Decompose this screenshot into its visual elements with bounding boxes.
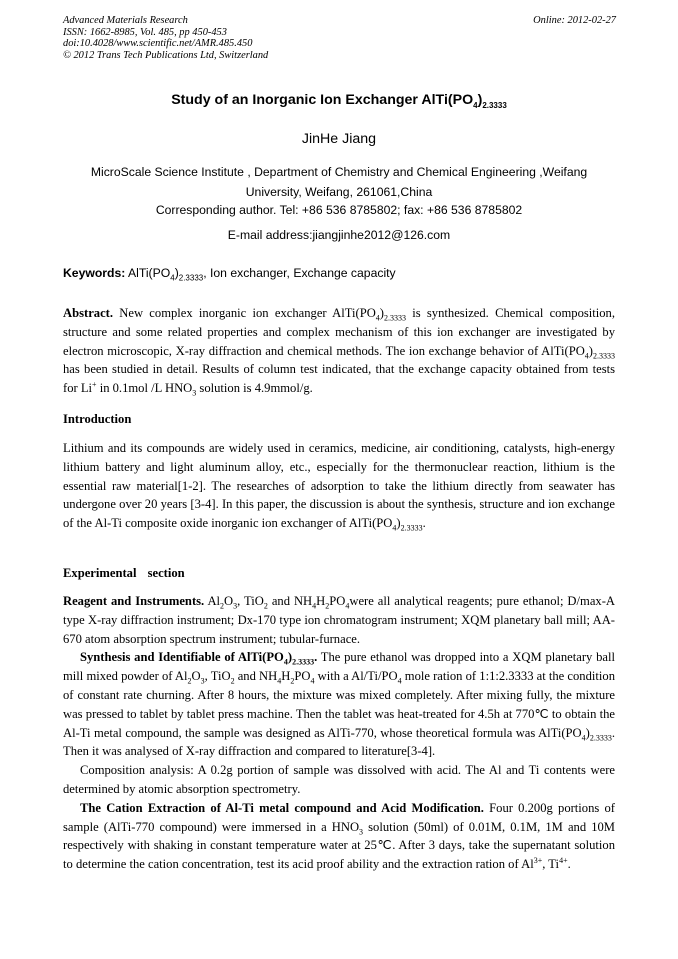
paper-title: Study of an Inorganic Ion Exchanger $AlTi(PO_4)_{2.3333}$ <box>171 92 507 110</box>
reagents-paragraph: Reagent and Instruments. $Al_2O_3$, TiO$_2$ and $NH_4H_2PO_4were$ all analytical reagents; pure ethanol; D/max-A type X-ray diffraction instrument; Dx-170 type ion chromatogram instrument; XQM planetary ball mill; AA-670 atom absorption spectrum instrument; tubular-furnace. <box>63 594 615 646</box>
copyright-line: © 2012 Trans Tech Publications Ltd, Switzerland <box>63 49 269 61</box>
email-address: E-mail address:jiangjinhe2012@126.com <box>227 228 451 242</box>
keywords: Keywords: $AlTi(PO_4)_{2.3333}$, Ion exchanger, Exchange capacity <box>63 266 396 283</box>
introduction-body: Lithium and its compounds are widely used in ceramics, medicine, air conditioning, catalysts, high-energy lithium battery and light aluminum alloy, etc., especially for the thermonuclear reaction, lithium is the essential raw material[1-2]. The researches of adsorption to take the lithium directly from seawater has undergone over 20 years [3-4]. In this paper, the discussion is about the synthesis, structure and ion exchange of the Al-Ti composite oxide inorganic ion exchanger of $AlTi(PO_4)_{2.3333}$. <box>63 441 615 533</box>
affiliation: MicroScale Science Institute , Department of Chemistry and Chemical Engineering ,Weifang University, Weifang, 261061,China <box>90 165 588 199</box>
experimental-heading: Experimental section <box>63 566 185 580</box>
composition-paragraph: Composition analysis: A 0.2g portion of sample was dissolved with acid. The Al and Ti contents were determined by atomic absorption spectrometry. <box>63 763 615 796</box>
abstract: Abstract. New complex inorganic ion exchanger $AlTi(PO_4)_{2.3333}$ is synthesized. Chemical composition, structure and some related properties and complex mechanism of this ion exchanger are investigated by electron microscopic, X-ray diffraction and chemical methods. The ion exchange behavior of $AlTi(PO_4)_{2.3333}$ has been studied in detail. Results of column test indicated, that the exchange capacity obtained from tests for Li+ in 0.1mol /L $HNO_3$ solution is 4.9mmol/g. <box>63 306 615 398</box>
synthesis-paragraph: Synthesis and Identifiable of $AlTi(PO_4)_{2.3333}$. The pure ethanol was dropped into a XQM planetary ball mill mixed powder of $Al_2O_3$, TiO$_2$ and $NH_4H_2PO_4$ with a $Al/Ti/PO_4$ mole ration of 1:1:2.3333 at the condition of constant rate churning. After 8 hours, the mixture was mixed completely. After mixing fully, the mixture was pressed to tablet by tablet press machine. Then the tablet was heat-treated for 4.5h at 770℃ to obtain the Al-Ti metal compound, the sample was designed as AlTi-770, whose theoretical formula was $AlTi(PO_4)_{2.3333}$. Then it was analysed of X-ray diffraction and compared to literature[3-4]. <box>63 650 615 759</box>
corresponding-author: Corresponding author. Tel: +86 536 8785802; fax: +86 536 8785802 <box>155 203 523 217</box>
journal-header <box>63 15 268 61</box>
experimental-body <box>63 592 615 874</box>
cation-extraction-paragraph: The Cation Extraction of Al-Ti metal compound and Acid Modification. Four 0.200g portions of sample (AlTi-770 compound) were immersed in a $HNO_3$ solution (50ml) of 0.01M, 0.1M, 1M and 10M respectively with shaking in constant temperature water at 25℃. After 3 days, take the supernatant solution to determine the cation concentration, test its acid proof ability and the extraction ration of $Al^{3+}$, $Ti^{4+}$. <box>63 800 616 872</box>
issn-line: ISSN: 1662-8985, Vol. 485, pp 450-453 <box>63 26 227 38</box>
online-date: Online: 2012-02-27 <box>533 15 616 26</box>
doi-line: doi:10.4028/www.scientific.net/AMR.485.450 <box>63 38 253 49</box>
journal-name: Advanced Materials Research <box>63 15 188 26</box>
introduction-heading: Introduction <box>63 412 132 426</box>
author-name: JinHe Jiang <box>301 131 377 147</box>
